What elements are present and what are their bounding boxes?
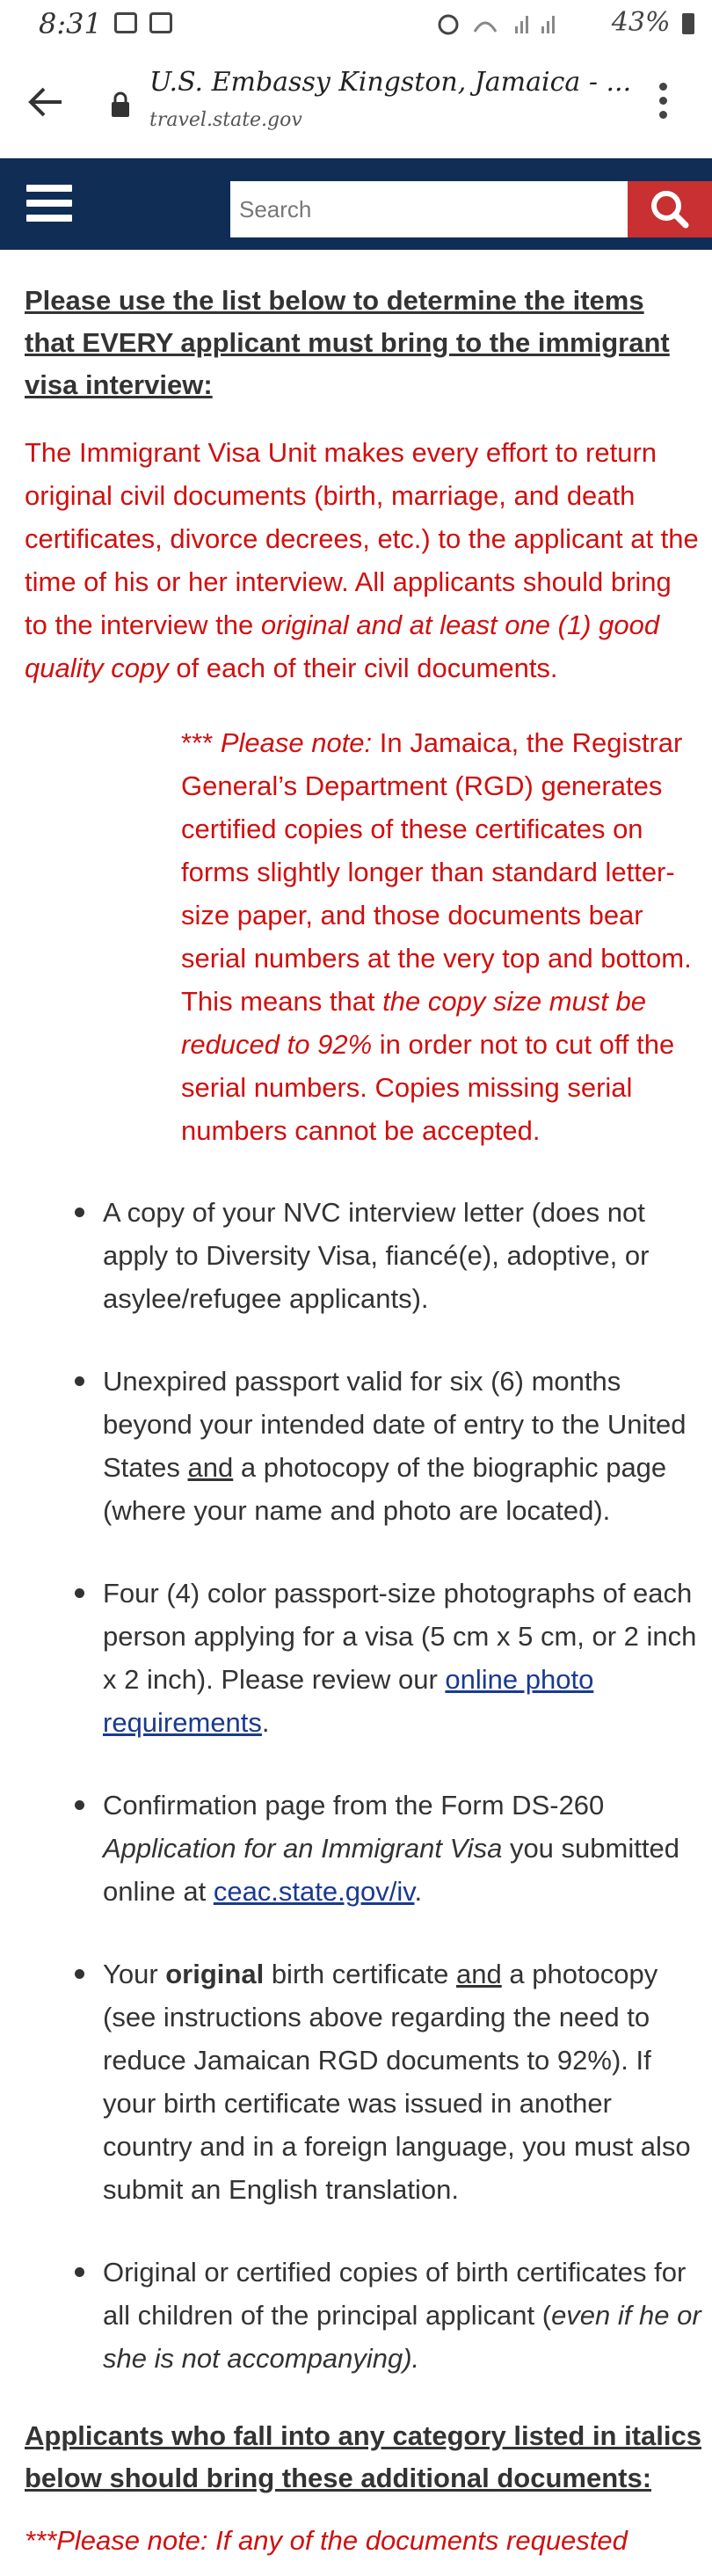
- hamburger-menu-icon[interactable]: [26, 185, 72, 223]
- list-item-ds260: [25, 1784, 701, 1913]
- status-bar: [0, 0, 712, 49]
- item-text: Four (4) color passport-size photographs of each person applying for a visa (5 cm x 5 cm, or 2 inch x 2 inch). Please review our: [103, 1578, 697, 1695]
- note-stars: ***: [181, 727, 221, 758]
- intro-text: The Immigrant Visa Unit makes every effort to return original civil documents (birth, marriage, and death certificates, divorce decrees, etc.) to the applicant at the time of his or her interview. All applicants should bring to the interview the: [25, 437, 699, 640]
- item-bold: original: [165, 1959, 265, 1989]
- bullet: [75, 1969, 84, 1979]
- more-options-icon[interactable]: [656, 83, 670, 125]
- browser-address-bar: [0, 49, 712, 159]
- note-text: In Jamaica, the Registrar General’s Department (RGD) generates certified copies of these certificates on forms slightly longer than standard letter-size paper, and those documents bear serial numbers at the very top and bottom. This means that: [181, 727, 692, 1017]
- bullet: [75, 2267, 84, 2277]
- requirements-list: [25, 1191, 701, 2380]
- additional-note-partial: [25, 2519, 701, 2562]
- gallery-icon: [114, 12, 137, 33]
- list-item-photographs: [25, 1572, 701, 1744]
- battery-percent: 43%: [611, 7, 671, 38]
- list-item-children-certificates: [25, 2251, 701, 2380]
- page-domain[interactable]: travel.state.gov: [149, 109, 302, 131]
- item-emphasis: even if he or she is not accompanying).: [103, 2300, 701, 2374]
- note-label: Please note:: [220, 727, 373, 758]
- item-text: Confirmation page from the Form DS-260: [103, 1790, 605, 1821]
- item-text-mid: you submitted online at: [103, 1833, 679, 1907]
- main-content: [25, 280, 701, 2562]
- search-button[interactable]: [628, 181, 712, 237]
- ceac-link[interactable]: ceac.state.gov/iv: [213, 1876, 415, 1907]
- item-text: Original or certified copies of birth certificates for all children of the principal applicant (: [103, 2257, 687, 2331]
- item-text-end: .: [414, 1876, 423, 1907]
- note-emphasis: the copy size must be reduced to 92%: [181, 986, 646, 1060]
- intro-emphasis: original and at least one (1) good quality copy: [25, 609, 660, 683]
- item-text: A copy of your NVC interview letter (does not apply to Diversity Visa, fiancé(e), adoptive, or asylee/refugee applicants).: [103, 1197, 650, 1314]
- civil-documents-intro: [25, 431, 701, 690]
- note2-text: ***Please note: If any of the documents requested: [25, 2525, 628, 2556]
- battery-status: [436, 7, 694, 38]
- item-text-end: .: [261, 1707, 270, 1738]
- additional-documents-heading: Applicants who fall into any category listed in italics below should bring these additional documents:: [25, 2420, 701, 2493]
- lock-icon: [111, 91, 130, 118]
- signal-icons: [436, 11, 603, 37]
- bullet: [75, 1588, 84, 1598]
- item-underline: and: [187, 1452, 234, 1483]
- list-item-birth-certificate: [25, 1952, 701, 2211]
- item-text: Unexpired passport valid for six (6) months beyond your intended date of entry to the United States: [103, 1366, 687, 1483]
- notification-icon: [149, 12, 172, 33]
- bullet: [75, 1800, 84, 1810]
- required-items-heading: Please use the list below to determine the items that EVERY applicant must bring to the immigrant visa interview:: [25, 285, 670, 400]
- search-input[interactable]: [230, 181, 628, 237]
- page-title[interactable]: U.S. Embassy Kingston, Jamaica - ...: [149, 67, 632, 98]
- item-text-end: a photocopy of the biographic page (where your name and photo are located).: [103, 1452, 667, 1526]
- bullet: [75, 1208, 84, 1217]
- list-item-nvc-letter: [25, 1191, 701, 1320]
- item-underline: and: [456, 1959, 502, 1989]
- back-arrow-icon[interactable]: [26, 84, 65, 125]
- intro-text-end: of each of their civil documents.: [168, 653, 558, 683]
- battery-icon: [682, 13, 694, 34]
- item-text: Your: [103, 1959, 166, 1989]
- item-text-end: a photocopy (see instructions above regarding the need to reduce Jamaican RGD documents to 92%). If your birth certificate was issued in another country and in a foreign language, you must also submit an English translation.: [103, 1959, 691, 2205]
- status-time: 8:31: [39, 7, 102, 40]
- rgd-note: [181, 721, 701, 1152]
- search-icon: [628, 181, 712, 237]
- item-text-mid: birth certificate: [264, 1959, 457, 1989]
- item-emphasis: Application for an Immigrant Visa: [103, 1833, 503, 1864]
- note-text-end: in order not to cut off the serial numbers. Copies missing serial numbers cannot be accepted.: [181, 1029, 675, 1146]
- photo-requirements-link[interactable]: online photo requirements: [103, 1664, 594, 1738]
- site-navbar: [0, 158, 712, 250]
- list-item-passport: [25, 1360, 701, 1532]
- bullet: [75, 1376, 84, 1386]
